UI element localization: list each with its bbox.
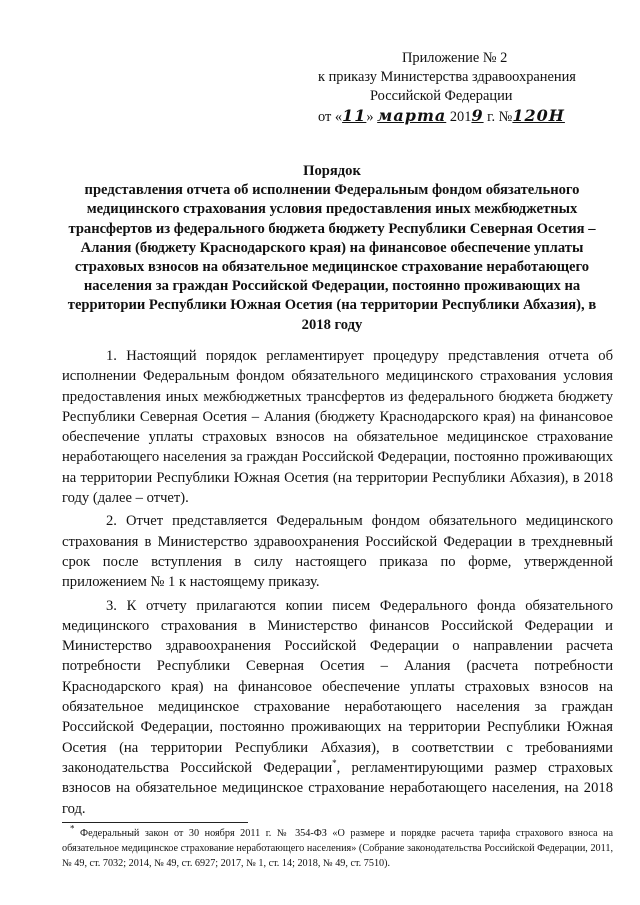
appendix-date-line <box>318 106 618 127</box>
year-digit: 9 <box>471 106 484 125</box>
title-subtitle: представления отчета об исполнении Федеральным фондом обязательного медицинского страхования условия предоставления иных межбюджетных трансфертов из федерального бюджета бюджету Республики Северная Осетия – Алания (бюджету Краснодарского края) на финансовое обеспечение уплаты страховых взносов на обязательное медицинское страхование неработающего населения за граждан Российской Федерации, постоянно проживающих на территории Республики Южная Осетия (на территории Республики Абхазия), в 2018 году <box>67 182 597 333</box>
date-day: 11 <box>342 106 367 125</box>
footnote-divider <box>62 822 248 823</box>
year-suffix: г. № <box>483 109 513 125</box>
footnote-text: Федеральный закон от 30 ноября 2011 г. № 354-ФЗ «О размере и порядке расчета тарифа страхового взноса на обязательное медицинское страхование неработающего населения» (Собрание законодательства Российской Федерации, 2011, № 49, ст. 7032; 2014, № 49, ст. 6927; 2017, № 1, ст. 14; 2018, № 49, ст. 7510). <box>62 828 614 869</box>
date-prefix: от « <box>318 109 343 125</box>
appendix-ministry: Российской Федерации <box>370 88 513 104</box>
footnote-reference: * <box>332 758 337 769</box>
appendix-number: Приложение № 2 <box>402 50 508 66</box>
footnote-marker: * <box>70 823 75 834</box>
appendix-order-ref: к приказу Министерства здравоохранения <box>318 69 576 85</box>
appendix-block <box>318 49 618 127</box>
footnote <box>62 823 614 871</box>
document-body <box>62 346 613 822</box>
paragraph-3 <box>62 596 613 819</box>
date-month: марта <box>377 106 447 125</box>
order-number: 120Н <box>512 106 565 125</box>
paragraph-3-part-1: 3. К отчету прилагаются копии писем Федерального фонда обязательного медицинского страхования в Министерство финансов Российской Федерации и Министерство здравоохранения Российской Федерации о направлении расчета потребности Республики Северная Осетия – Алания (расчета потребности Краснодарского края) на финансовое обеспечение уплаты страховых взносов на обязательное медицинское страхование неработающего населения за граждан Российской Федерации, постоянно проживающих на территории Республики Южная Осетия (на территории Республики Абхазия), в соответствии с требованиями законодательства Российской Федерации <box>62 597 613 776</box>
paragraph-1: 1. Настоящий порядок регламентирует процедуру представления отчета об исполнении Федеральным фондом обязательного медицинского страхования условия предоставления иных межбюджетных трансфертов из федерального бюджета бюджету Республики Северная Осетия – Алания (бюджету Краснодарского края) на финансовое обеспечение уплаты страховых взносов на обязательное медицинское страхование неработающего населения за граждан Российской Федерации, постоянно проживающих на территории Республики Южная Осетия (на территории Республики Абхазия), в 2018 году (далее – отчет). <box>62 348 613 507</box>
date-mid: » <box>366 109 374 125</box>
title-heading: Порядок <box>303 163 361 179</box>
document-title <box>52 162 612 335</box>
paragraph-2: 2. Отчет представляется Федеральным фондом обязательного медицинского страхования в Министерство здравоохранения Российской Федерации в трехдневный срок после вступления в силу настоящего приказа по форме, утвержденной приложением № 1 к настоящему приказу. <box>62 513 613 591</box>
paragraph-3-part-2: , регламентирующими размер страховых взносов на обязательное медицинское страхование неработающего населения, на 2018 год. <box>62 759 613 817</box>
year-prefix: 201 <box>449 109 472 125</box>
footnote-body <box>62 823 614 871</box>
